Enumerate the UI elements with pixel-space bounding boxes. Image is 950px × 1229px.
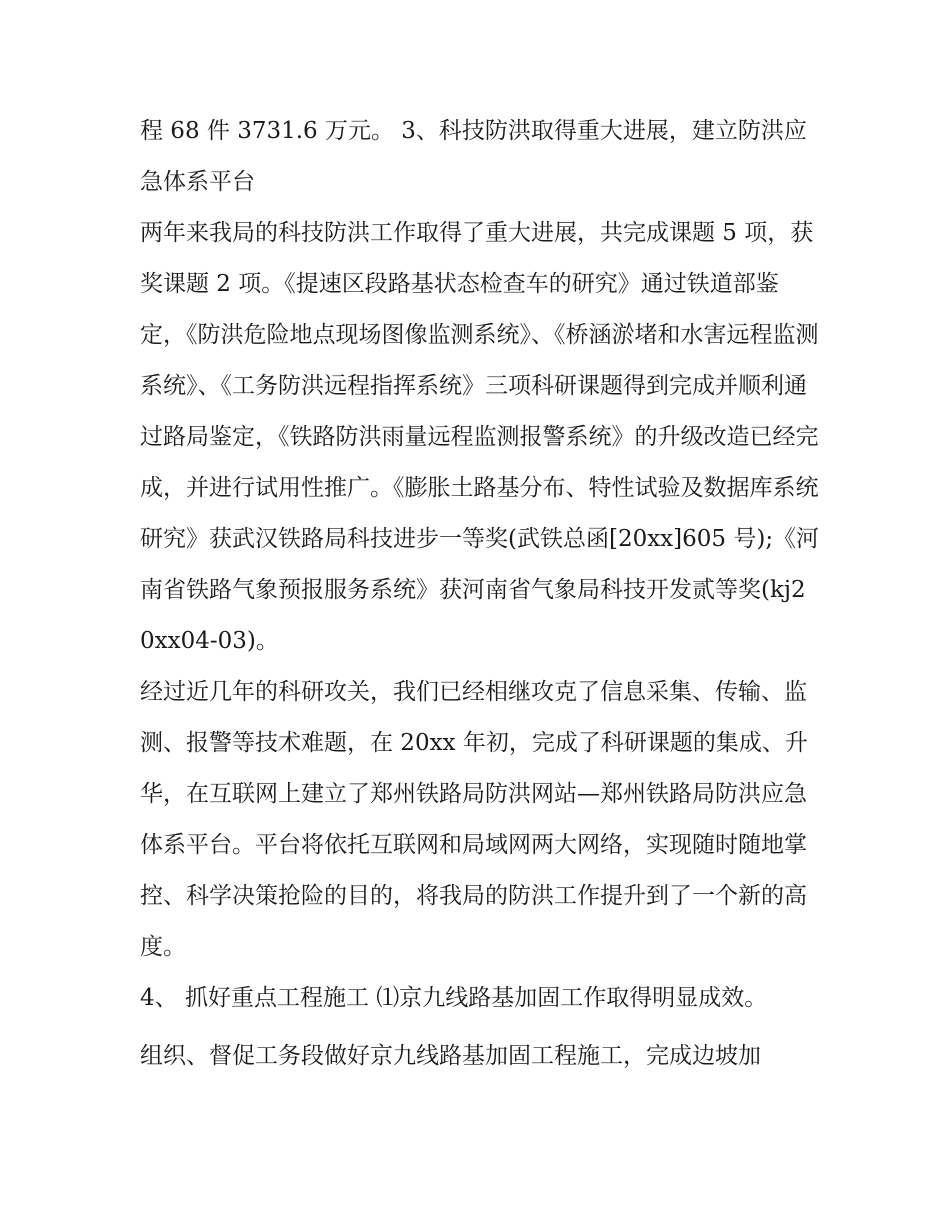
paragraph-text: 组织、督促工务段做好京九线路基加固工程施工，完成边坡加 (140, 1043, 761, 1069)
document-page (140, 106, 820, 1082)
paragraph-text: 程 68 件 3731.6 万元。 3、科技防洪取得重大进展，建立防洪应急体系平台 (140, 118, 807, 195)
paragraph-text: 经过近几年的科研攻关，我们已经相继攻克了信息采集、传输、监测、报警等技术难题，在 20xx 年初，完成了科研课题的集成、升华，在互联网上建立了郑州铁路局防洪网站—郑州铁路局防洪应急体系平台。平台将依托互联网和局域网两大网络，实现随时随地掌控、科学决策抢险的目的，将我局的防洪工作提升到了一个新的高度。 (140, 679, 808, 960)
paragraph-roadbed-reinforcement (140, 1031, 820, 1082)
paragraph-flood-tech-progress (140, 106, 820, 208)
paragraph-key-projects-heading (140, 973, 820, 1024)
paragraph-emergency-platform (140, 667, 820, 973)
paragraph-text: 4、 抓好重点工程施工 ⑴京九线路基加固工作取得明显成效。 (140, 985, 768, 1011)
paragraph-text: 两年来我局的科技防洪工作取得了重大进展，共完成课题 5 项，获奖课题 2 项。《提速区段路基状态检查车的研究》通过铁道部鉴定，《防洪危险地点现场图像监测系统》、《桥涵淤堵和水害远程监测系统》、《工务防洪远程指挥系统》三项科研课题得到完成并顺利通过路局鉴定，《铁路防洪雨量远程监测报警系统》的升级改造已经完成，并进行试用性推广。《膨胀土路基分布、特性试验及数据库系统研究》获武汉铁路局科技进步一等奖(武铁总函[20xx]605 号);《河南省铁路气象预报服务系统》获河南省气象局科技开发贰等奖(kj20xx04-03)。 (140, 220, 820, 654)
paragraph-research-projects (140, 208, 820, 667)
